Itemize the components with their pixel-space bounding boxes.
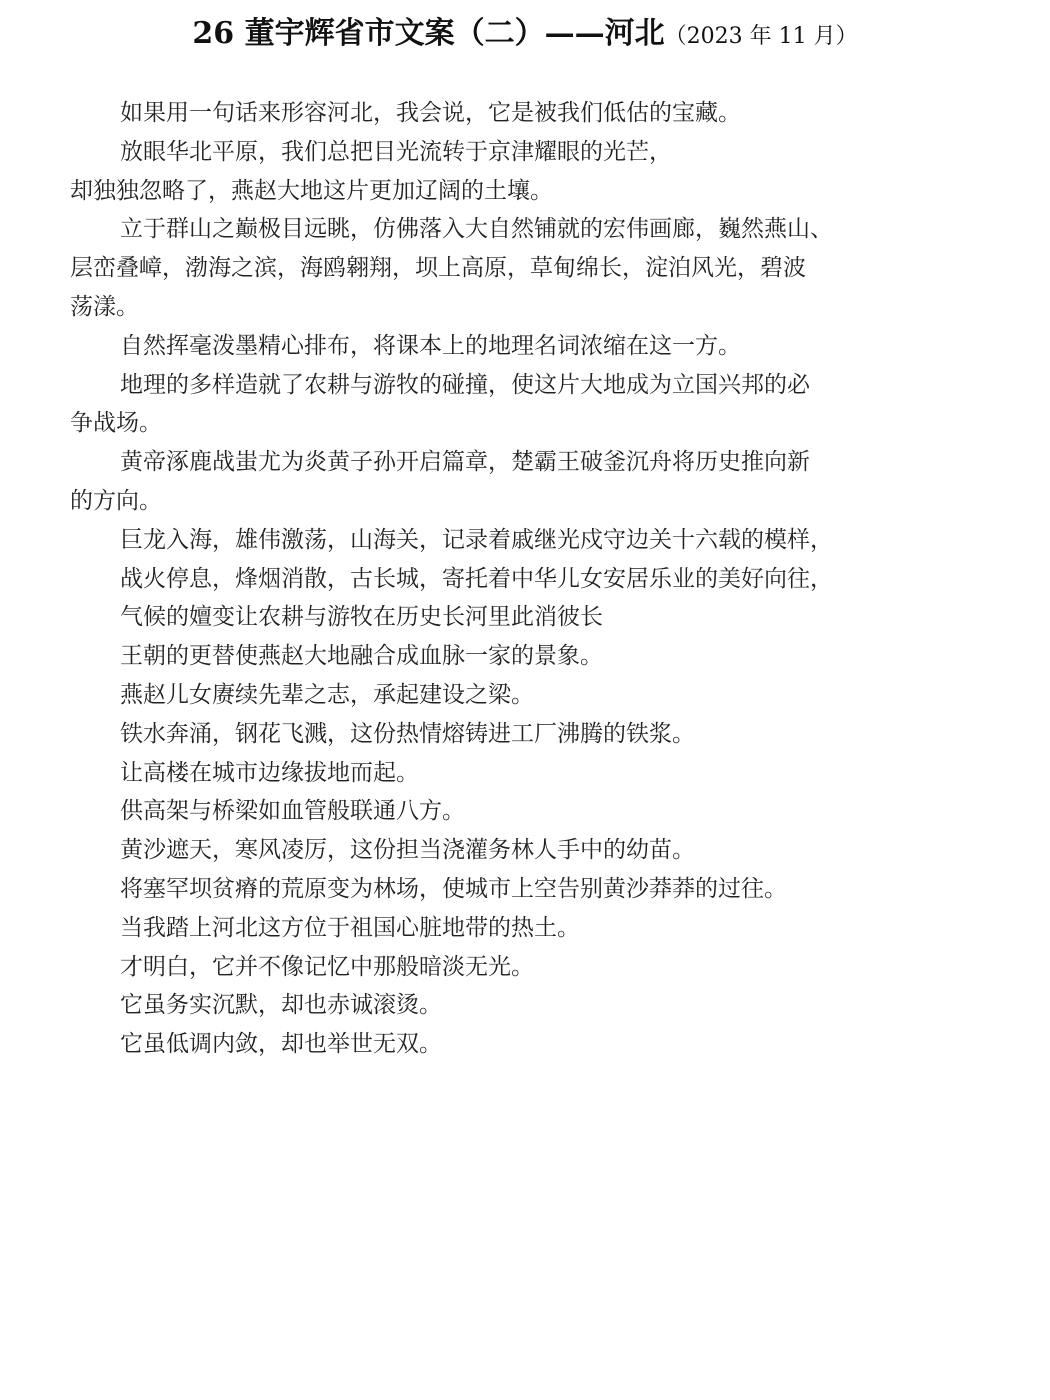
text-line: 地理的多样造就了农耕与游牧的碰撞，使这片大地成为立国兴邦的必 xyxy=(120,371,810,398)
title-main: 26 董宇辉省市文案（二）——河北 xyxy=(192,16,665,51)
text-line: 燕赵儿女赓续先辈之志，承起建设之梁。 xyxy=(120,681,534,708)
text-line: 铁水奔涌，钢花飞溅，这份热情熔铸进工厂沸腾的铁浆。 xyxy=(120,720,695,747)
text-line: 气候的嬗变让农耕与游牧在历史长河里此消彼长 xyxy=(120,604,603,631)
text-line: 才明白，它并不像记忆中那般暗淡无光。 xyxy=(120,953,534,980)
text-line: 却独独忽略了，燕赵大地这片更加辽阔的土壤。 xyxy=(70,177,553,204)
page-title xyxy=(0,12,1050,60)
text-line: 当我踏上河北这方位于祖国心脏地带的热土。 xyxy=(120,914,580,941)
text-line: 的方向。 xyxy=(70,487,162,514)
text-line: 巨龙入海，雄伟激荡，山海关，记录着戚继光戍守边关十六载的模样， xyxy=(120,526,833,553)
text-line: 荡漾。 xyxy=(70,293,139,320)
text-line: 让高楼在城市边缘拔地而起。 xyxy=(120,759,419,786)
title-date: （2023 年 11 月） xyxy=(664,24,858,49)
text-line: 它虽低调内敛，却也举世无双。 xyxy=(120,1031,442,1058)
text-line: 黄沙遮天，寒风凌厉，这份担当浇灌务林人手中的幼苗。 xyxy=(120,837,695,864)
text-line: 如果用一句话来形容河北，我会说，它是被我们低估的宝藏。 xyxy=(120,100,741,126)
body-text xyxy=(70,94,1010,1064)
text-line: 它虽务实沉默，却也赤诚滚烫。 xyxy=(120,992,442,1019)
text-line: 将塞罕坝贫瘠的荒原变为林场，使城市上空告别黄沙莽莽的过往。 xyxy=(120,875,787,902)
text-line: 战火停息，烽烟消散，古长城，寄托着中华儿女安居乐业的美好向往， xyxy=(120,565,833,592)
text-line: 王朝的更替使燕赵大地融合成血脉一家的景象。 xyxy=(120,643,603,670)
text-line: 黄帝涿鹿战蚩尤为炎黄子孙开启篇章，楚霸王破釜沉舟将历史推向新 xyxy=(120,449,810,476)
text-line: 争战场。 xyxy=(70,410,162,437)
text-line: 供高架与桥梁如血管般联通八方。 xyxy=(120,798,465,825)
text-line: 自然挥毫泼墨精心排布，将课本上的地理名词浓缩在这一方。 xyxy=(120,332,741,359)
text-line: 立于群山之巅极目远眺，仿佛落入大自然铺就的宏伟画廊，巍然燕山、 xyxy=(120,216,833,243)
text-line: 层峦叠嶂，渤海之滨，海鸥翱翔，坝上高原，草甸绵长，淀泊风光，碧波 xyxy=(70,255,806,282)
text-line: 放眼华北平原，我们总把目光流转于京津耀眼的光芒， xyxy=(120,138,672,165)
